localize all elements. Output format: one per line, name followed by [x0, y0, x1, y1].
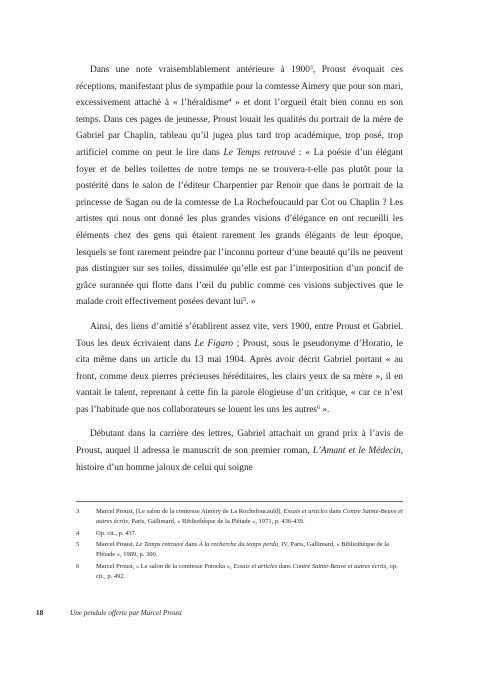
note-reference: 6 — [317, 404, 320, 411]
text-run: , Paris, Gallimard, « Bibliothèque de la Pléiade », 1971, p. 436-439. — [128, 517, 305, 525]
note-reference: 4 — [228, 97, 232, 104]
footnote — [76, 540, 403, 560]
text-run: » et dont l’orgueil était bien connu en son temps. Dans ces pages de jeunesse, Proust louait les qualités du portrait de la mère de Gabriel par Chaplin, tableau qu’il jugea plus tard trop académique, trop posé, trop artificiel comme on peut le lire dans — [76, 98, 403, 158]
italic-title: Contre Sainte-Beuve et autres écrits — [96, 508, 403, 525]
text-run: , IV, Paris, Gallimard, « Bibliothèque de la Pléiade », 1989, p. 300. — [96, 541, 389, 559]
italic-title: Le Temps retrouvé — [135, 541, 184, 549]
text-run: ». — [320, 404, 330, 415]
paragraph — [76, 319, 403, 419]
text-run: . » — [246, 297, 256, 308]
italic-title: Essais et articles — [233, 562, 278, 570]
footnote-number: 5 — [76, 541, 80, 549]
text-run: dans — [183, 541, 199, 549]
italic-title: À la recherche du temps perdu — [198, 541, 278, 549]
text-run: , histoire d’un homme jaloux de celui qui soigne — [76, 446, 403, 473]
italic-title: Le Temps retrouvé — [223, 147, 296, 158]
paragraph — [76, 426, 403, 476]
paragraph — [76, 62, 403, 311]
text-run: dans — [327, 508, 343, 515]
body-text — [76, 62, 403, 476]
text-run: , op. cit., p. 492. — [96, 562, 398, 580]
footnote-text — [96, 529, 403, 539]
footnote — [76, 507, 403, 527]
footnotes — [76, 507, 403, 584]
footnote — [76, 529, 403, 539]
text-run: Marcel Proust, — [96, 541, 136, 549]
footnote-number: 3 — [76, 508, 80, 515]
note-reference: 5 — [243, 297, 247, 304]
footnote — [76, 562, 403, 582]
footnote-number: 6 — [76, 562, 80, 570]
running-title: Une pendule offerte par Marcel Proust — [70, 609, 182, 617]
page-footer — [36, 609, 182, 617]
text-run: Marcel Proust, « Le salon de la comtesse Potocka », — [96, 562, 234, 570]
italic-title: Le Figaro — [194, 338, 234, 349]
text-run: dans — [277, 562, 293, 570]
footnote-text — [96, 507, 403, 527]
footnote-separator — [76, 501, 403, 502]
footnote-text — [96, 562, 403, 582]
text-run: Ainsi, des liens d’amitié s’établirent assez vite, vers 1900, entre Proust et Gabriel. Tous les deux écrivaient dans — [76, 321, 403, 349]
note-reference: 3 — [309, 64, 313, 71]
text-run: Marcel Proust, [Le salon de la comtesse Aimery de La Rochefoucauld], — [96, 508, 284, 515]
page-number: 18 — [36, 609, 44, 617]
text-run: Dans une note vraisemblablement antérieure à 1900 — [90, 65, 310, 75]
text-run: Débutant dans la carrière des lettres, Gabriel attachait un grand prix à l’avis de Proust, auquel il adressa le manuscrit de son premier roman, — [76, 429, 403, 457]
italic-title: Essais et articles — [283, 508, 328, 515]
text-run: , Proust évoquait ces réceptions, manifestant plus de sympathie pour la comtesse Aimery que pour son mari, excessivement attaché à « l’héraldisme — [76, 65, 403, 109]
text-run: ; Proust, sous le pseudonyme d’Horatio, le cita même dans un article du 13 mai 1904. Après avoir décrit Gabriel portant « au front, comme deux pierres précieuses héréditaires, les clairs yeux de sa mère », il en vantait le talent, reprenant à cette fin la parole élogieuse d’un critique, « car ce n’est pas l’habitude que nos collaborateurs se louent les uns les autres — [76, 338, 403, 415]
italic-title: Contre Sainte-Beuve et autres écrits — [292, 562, 387, 570]
footnote-number: 4 — [76, 529, 80, 537]
text-run: Op. cit., p. 437. — [96, 529, 137, 537]
text-run: : « La poésie d’un élégant foyer et de belles toilettes de notre temps ne se trouvera-t-elle pas plutôt pour la postérité dans le salon de l’éditeur Charpentier par Renoir que dans le portrait de la princesse de Sagan ou de la comtesse de La Rochefoucauld par Cot ou Chaplin ? Les artistes qui nous ont donné les plus grandes visions d’élégance en ont recueilli les éléments chez des gens qui étaient rarement les grands élégants de leur époque, lesquels se font rarement peindre par l’inconnu porteur d’une beauté qu’ils ne peuvent pas distinguer sur ses toiles, dissimulée qu’elle est par l’interposition d’un poncif de grâce surannée qui flotte dans l’œil du public comme ces visions subjectives que le malade croit effectivement posées devant lui — [76, 147, 403, 308]
italic-title: L’Amant et le Médecin — [312, 446, 401, 457]
footnote-text — [96, 540, 403, 560]
